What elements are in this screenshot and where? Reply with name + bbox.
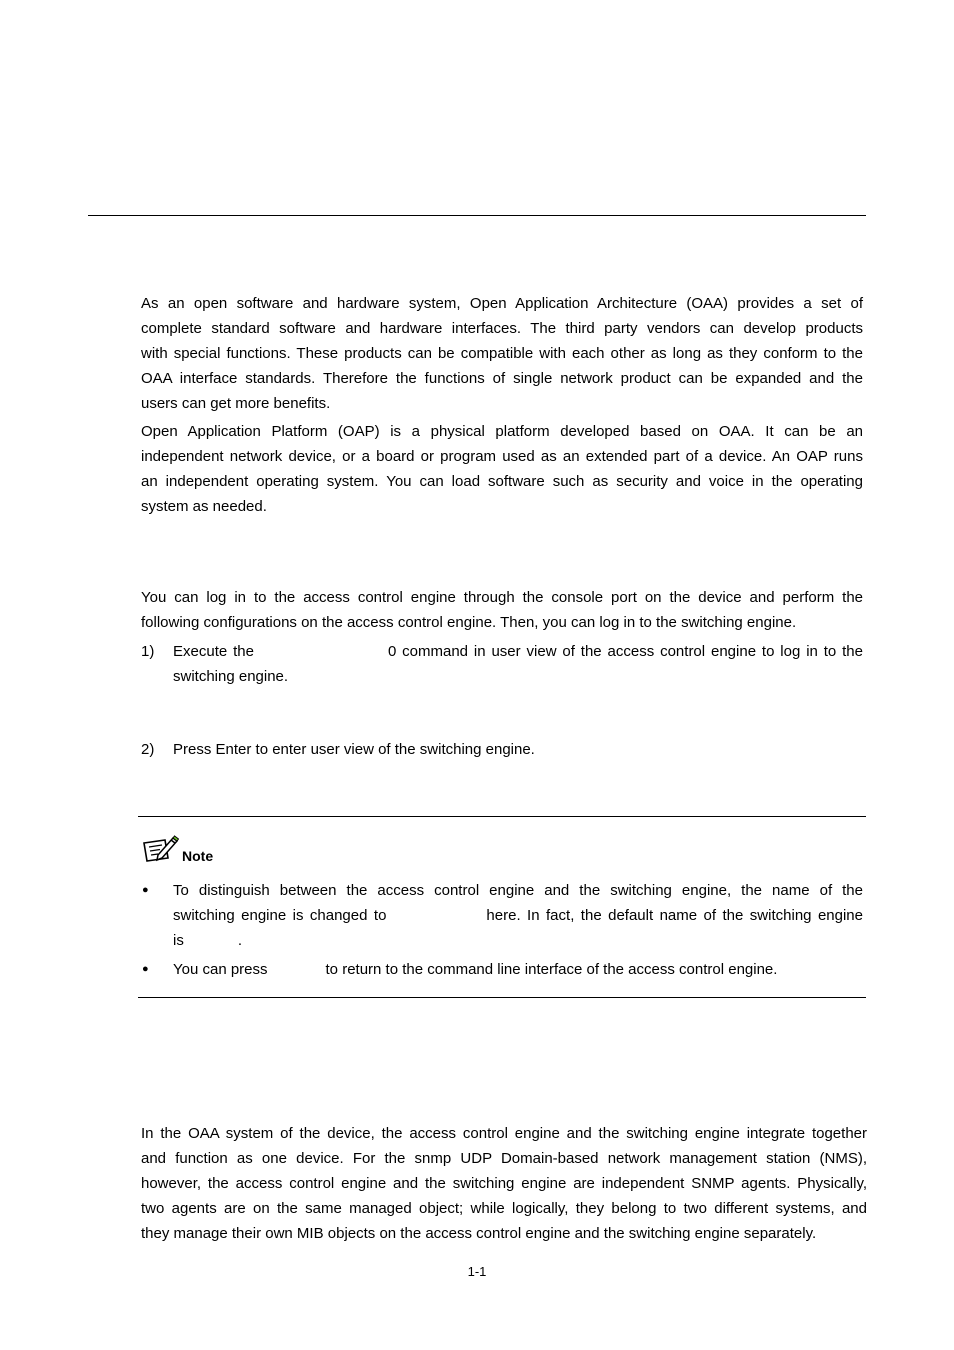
text-line: however, the access control engine and the switching engine are independent SNMP agents. Physically, [141,1175,867,1192]
step-number: 2) [141,741,155,758]
text-line: an independent operating system. You can load software such as security and voice in the operating [141,473,863,490]
note-text: to return to the command line interface of the access control engine. [325,961,778,978]
text-line: and function as one device. For the snmp UDP Domain-based network management station (NMS), [141,1150,867,1167]
step-text: Execute the [173,643,254,660]
note-pencil-icon [141,834,179,864]
step-number: 1) [141,643,155,660]
oap-paragraph [141,419,863,519]
note-top-rule [138,816,866,817]
text-line: Press Enter to enter user view of the switching engine. [173,741,535,758]
snmp-paragraph [141,1121,867,1246]
text-line: You can log in to the access control engine through the console port on the device and perform the [141,589,863,606]
text-line [173,903,863,928]
note-text: . [237,932,243,949]
text-line: OAA interface standards. Therefore the functions of single network product can be expanded and the [141,370,863,387]
text-line: users can get more benefits. [141,395,331,412]
text-line [173,639,863,664]
note-text: You can press [173,961,268,978]
text-line: Open Application Platform (OAP) is a physical platform developed based on OAA. It can be an [141,423,863,440]
step-text: 0 command in user view of the access control engine to log in to the [387,643,863,660]
text-line: complete standard software and hardware interfaces. The third party vendors can develop products [141,320,863,337]
note-text: here. In fact, the default name of the switching engine [486,907,863,924]
bullet-dot: ● [142,884,149,896]
note-text: is [173,932,184,949]
note-bottom-rule [138,997,866,998]
text-line: To distinguish between the access control engine and the switching engine, the name of the [173,882,863,899]
text-line [173,928,863,953]
header-rule [88,215,866,216]
text-line: two agents are on the same managed object; while logically, they belong to two different systems, and [141,1200,867,1217]
text-line: they manage their own MIB objects on the access control engine and the switching engine separately. [141,1225,817,1242]
text-line: switching engine. [173,668,289,685]
text-line: As an open software and hardware system, Open Application Architecture (OAA) provides a set of [141,295,863,312]
text-line: with special functions. These products can be compatible with each other as long as they conform to the [141,345,863,362]
note-label: Note [182,848,214,864]
bullet-dot: ● [142,963,149,975]
text-line: In the OAA system of the device, the access control engine and the switching engine integrate together [141,1125,867,1142]
text-line: following configurations on the access control engine. Then, you can log in to the switching engine. [141,614,797,631]
oaa-intro-paragraph [141,291,863,416]
text-line [173,957,863,982]
text-line: system as needed. [141,498,267,515]
note-text: switching engine is changed to [173,907,387,924]
text-line: independent network device, or a board or program used as an extended part of a device. An OAP runs [141,448,863,465]
page-number: 1-1 [467,1264,487,1279]
login-paragraph [141,585,863,635]
